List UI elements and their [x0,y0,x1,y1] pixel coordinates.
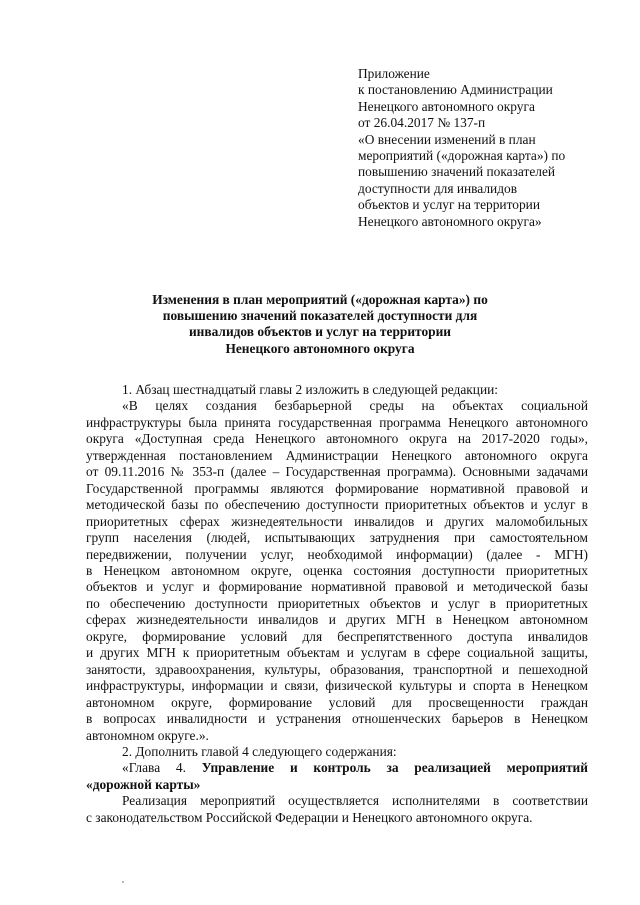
quote-line: методической базы по обеспечению доступности приоритетных объектов и услуг в [86,497,588,513]
quote-line: утвержденная постановлением Администрации Ненецкого автономного округа [86,447,588,463]
document-body [86,382,588,826]
chapter-heading [86,760,588,793]
quote-line: инфраструктуры, информации и связи, физической культуры и спорта в Ненецком [86,678,588,694]
quote-line: приоритетных сферах жизнедеятельности инвалидов и других маломобильных [86,513,588,529]
final-line: с законодательством Российской Федерации и Ненецкого автономного округа. [86,809,533,825]
quote-line: объектов и услуг и формирование нормативной правовой и методической базы [86,579,588,595]
chapter-heading-line [86,760,588,776]
quote-line: «В целях создания безбарьерной среды на объектах социальной [122,398,588,414]
final-line: Реализация мероприятий осуществляется исполнителями в соответствии [122,793,588,809]
quote-line: занятости, здравоохранения, культуры, образования, транспортной и пешеходной [86,661,588,677]
title-line: повышению значений показателей доступности для [162,308,478,324]
quote-line: и других МГН к приоритетным объектам и услугам в сфере социальной защиты, [86,645,588,661]
final-paragraph [86,793,588,826]
appendix-line: Ненецкого автономного округа» [358,213,542,229]
document-title [80,292,560,357]
title-line: Ненецкого автономного округа [225,340,415,356]
title-line: инвалидов объектов и услуг на территории [188,324,452,340]
quote-line: по обеспечению доступности приоритетных объектов и услуг в приоритетных [86,595,588,611]
appendix-line: объектов и услуг на территории [358,197,540,213]
appendix-line: «О внесении изменений в план [358,131,536,147]
quote-line: в Ненецком автономном округе, оценка состояния доступности приоритетных [86,562,588,578]
title-line: Изменения в план мероприятий («дорожная карта») по [152,292,488,307]
quote-line: передвижении, получении услуг, необходимой информации) (далее - МГН) [86,546,588,562]
chapter-title: Управление и контроль за реализацией мероприятий [201,760,588,776]
quote-line: инфраструктуры была принята государственная программа Ненецкого автономного [86,414,588,430]
chapter-title-continued: «дорожной карты» [86,776,201,792]
appendix-line: Приложение [358,66,430,81]
quote-line: от 09.11.2016 № 353-п (далее – Государственная программа). Основными задачами [86,464,588,480]
quote-line: в вопросах инвалидности и устранения отношенческих барьеров в Ненецком [86,711,588,727]
appendix-line: Ненецкого автономного округа [358,98,535,114]
quote-line: округа «Доступная среда Ненецкого автономного округа на 2017-2020 годы», [86,431,588,447]
quote-line: автономном округе.». [86,727,209,743]
item-1-paragraph: 1. Абзац шестнадцатый главы 2 изложить в следующей редакции: [122,382,499,397]
chapter-prefix: «Глава 4. [122,760,186,776]
appendix-line: мероприятий («дорожная карта») по [358,148,566,164]
quote-line: округе, формирование условий для беспрепятственного доступа инвалидов [86,628,588,644]
quote-line: Государственной программы являются формирование нормативной правовой и [86,480,588,496]
appendix-block [358,66,608,230]
appendix-line: доступности для инвалидов [358,180,518,196]
quote-line: автономном округе, формирование условий для просвещенности граждан [86,694,588,710]
appendix-line: повышению значений показателей [358,164,556,180]
quote-line: сферах жизнедеятельности инвалидов и других МГН в Ненецком автономном [86,612,588,628]
appendix-line: к постановлению Администрации [358,82,553,98]
item-2-paragraph: 2. Дополнить главой 4 следующего содержания: [122,743,397,759]
quote-line: групп населения (людей, испытывающих затруднения при самостоятельном [86,530,588,546]
appendix-line: от 26.04.2017 № 137-п [358,115,486,131]
scan-speck [122,881,124,883]
quote-paragraph [86,398,588,744]
